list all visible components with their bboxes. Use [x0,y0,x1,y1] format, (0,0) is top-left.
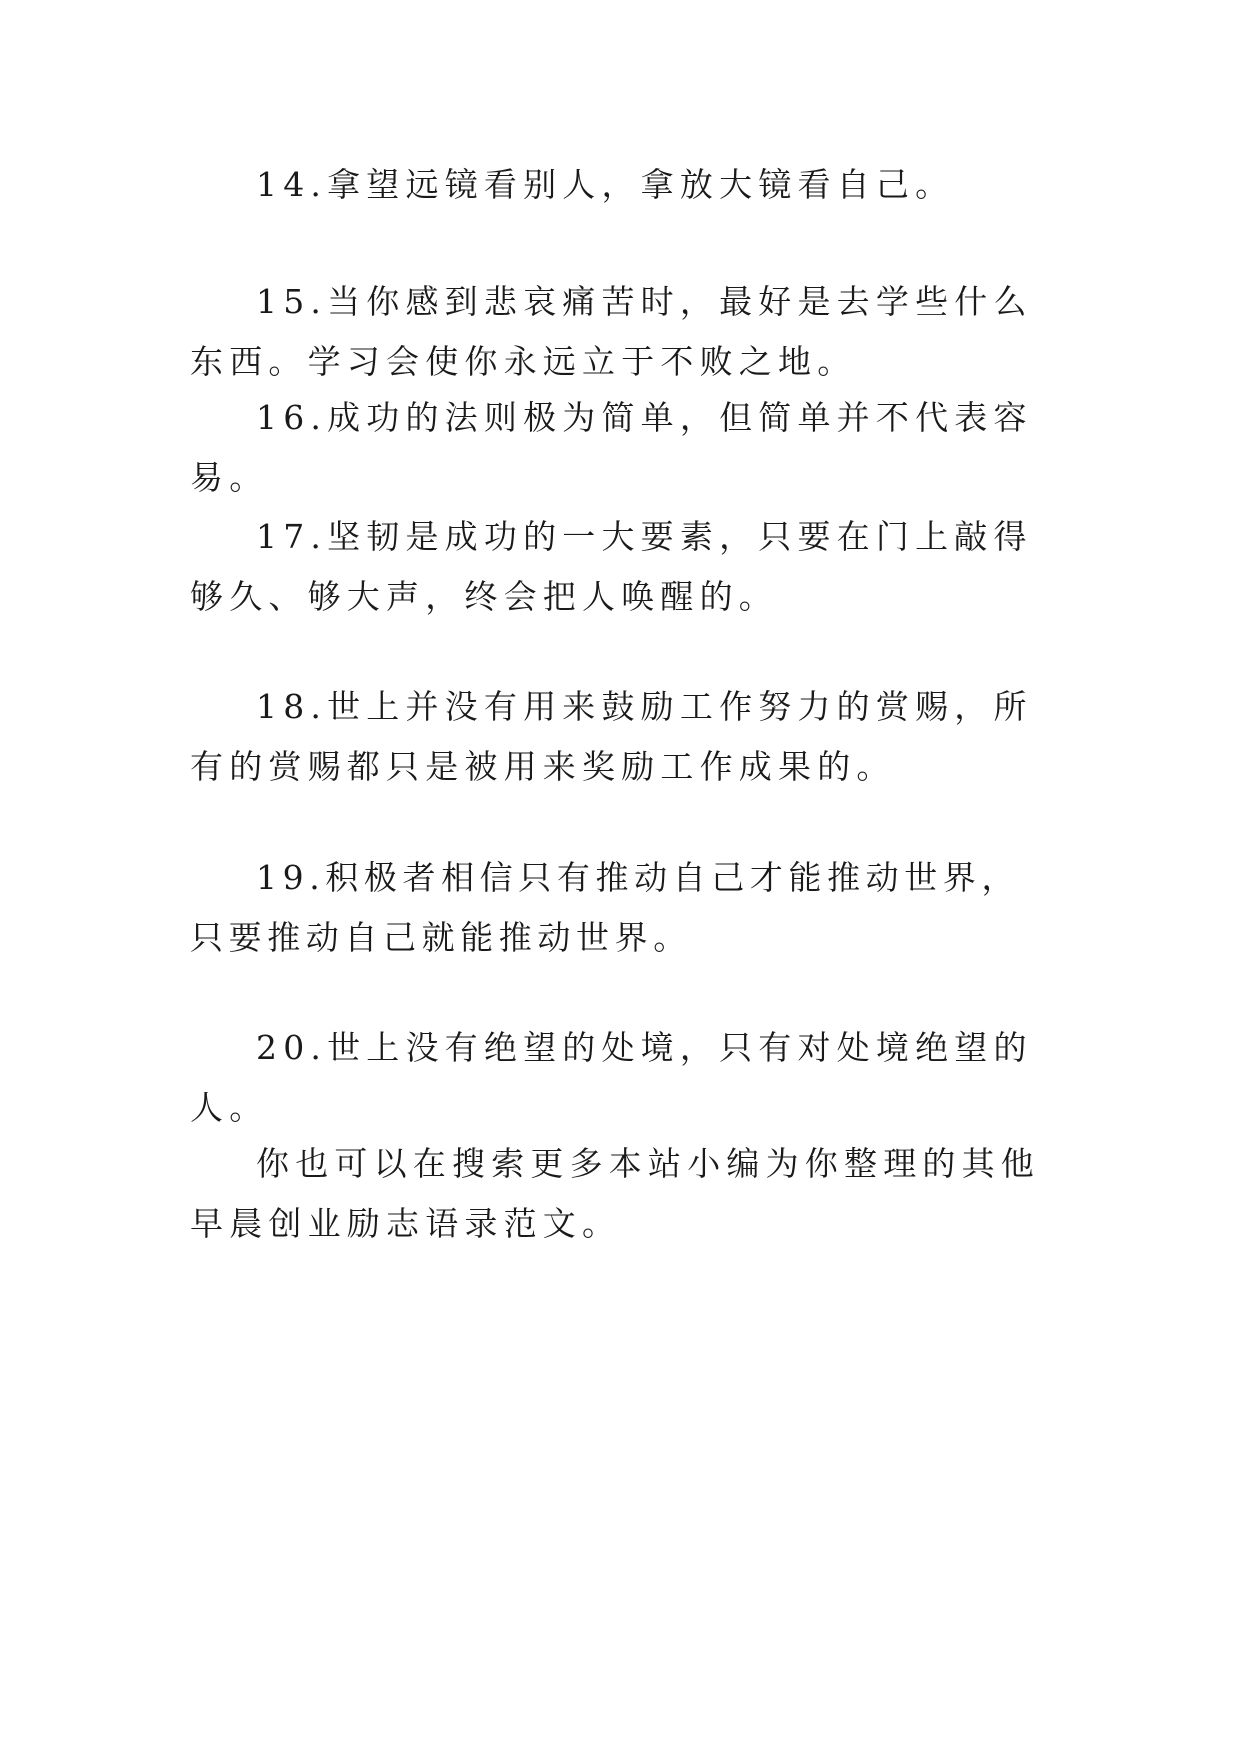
quote-18: 18.世上并没有用来鼓励工作努力的赏赐，所有的赏赐都只是被用来奖励工作成果的。 [190,687,1033,786]
quote-19: 19.积极者相信只有推动自己才能推动世界，只要推动自己就能推动世界。 [190,858,1021,957]
quote-14: 14.拿望远镜看别人，拿放大镜看自己。 [256,165,955,204]
quote-17: 17.坚韧是成功的一大要素，只要在门上敲得够久、够大声，终会把人唤醒的。 [190,517,1033,616]
quote-20: 20.世上没有绝望的处境，只有对处境绝望的人。 [190,1028,1033,1127]
quote-16: 16.成功的法则极为简单，但简单并不代表容易。 [190,398,1033,497]
closing-note: 你也可以在搜索更多本站小编为你整理的其他早晨创业励志语录范文。 [190,1144,1040,1243]
quote-15: 15.当你感到悲哀痛苦时，最好是去学些什么东西。学习会使你永远立于不败之地。 [190,282,1033,381]
